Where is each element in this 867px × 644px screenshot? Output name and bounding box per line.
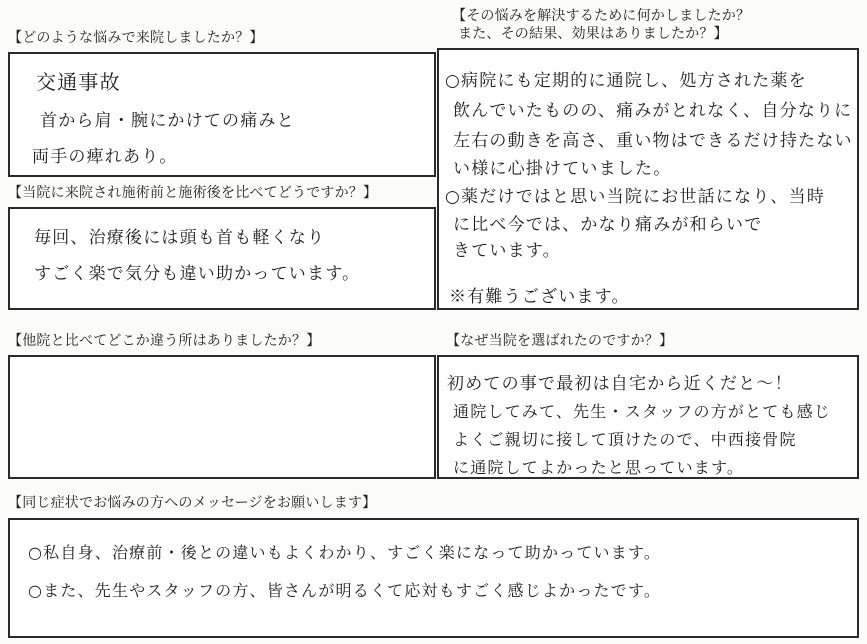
q1-answer-line-2: 首から肩・腕にかけての痛みと: [40, 111, 295, 131]
q3-label: 【当院に来院され施術前と施術後を比べてどうですか？】: [8, 185, 378, 201]
q1-answer-line-3: 両手の痺れあり。: [32, 147, 178, 167]
q2-answer-line-2: 飲んでいたものの、痛みがとれなく、自分なりに: [453, 101, 853, 121]
q6-answer-line-2: ○また、先生やスタッフの方、皆さんが明るくて応対もすごく感じよかったです。: [28, 581, 662, 600]
q3-answer-line-2: すごく楽で気分も違い助かっています。: [34, 264, 361, 284]
q6-answer-line-1: ○私自身、治療前・後との違いもよくわかり、すごく楽になって助かっています。: [28, 543, 662, 562]
q6-answer-box: [8, 518, 859, 638]
q3-answer-line-1: 毎回、治療後には頭も首も軽くなり: [34, 228, 326, 248]
q4-label: 【他院と比べてどこか違う所はありましたか？】: [8, 333, 321, 349]
q5-answer-line-4: に通院してよかったと思っています。: [453, 458, 745, 477]
q2-answer-line-4: い様に心掛けていました。: [453, 159, 672, 179]
q2-label: 【その悩みを解決するために何かしましたか？: [452, 8, 751, 24]
q2-answer-box: [437, 48, 859, 310]
q2-answer-line-6: に比べ今では、かなり痛みが和らいで: [453, 215, 763, 235]
q5-answer-box: [437, 355, 859, 479]
q2-answer-line-3: 左右の動きを高さ、重い物はできるだけ持たない: [453, 131, 853, 151]
q2-answer-line-5: ○薬だけではと思い当院にお世話になり、当時: [445, 187, 826, 207]
q4-answer-box: [8, 355, 436, 479]
q1-answer-line-1: 交通事故: [36, 70, 121, 94]
q6-label: 【同じ症状でお悩みの方へのメッセージをお願いします】: [8, 495, 377, 511]
q2-label-line-2: また、その結果、効果はありましたか？】: [458, 26, 728, 42]
q5-answer-line-3: よくご親切に接して頂けたので、中西接骨院: [453, 430, 797, 449]
q5-answer-line-2: 通院してみて、先生・スタッフの方がとても感じ: [453, 402, 832, 421]
q2-answer-line-1: ○病院にも定期的に通院し、処方された薬を: [445, 71, 807, 91]
q1-label: 【どのような悩みで来院しましたか？】: [8, 30, 264, 46]
q2-answer-line-8: ※有難うございます。: [449, 287, 630, 307]
q2-answer-line-7: きています。: [453, 241, 561, 261]
q5-label: 【なぜ当院を選ばれたのですか？】: [446, 333, 674, 349]
q3-answer-box: [8, 207, 436, 310]
q1-answer-box: [8, 52, 436, 177]
q5-answer-line-1: 初めての事で最初は自宅から近くだと～！: [447, 374, 793, 394]
